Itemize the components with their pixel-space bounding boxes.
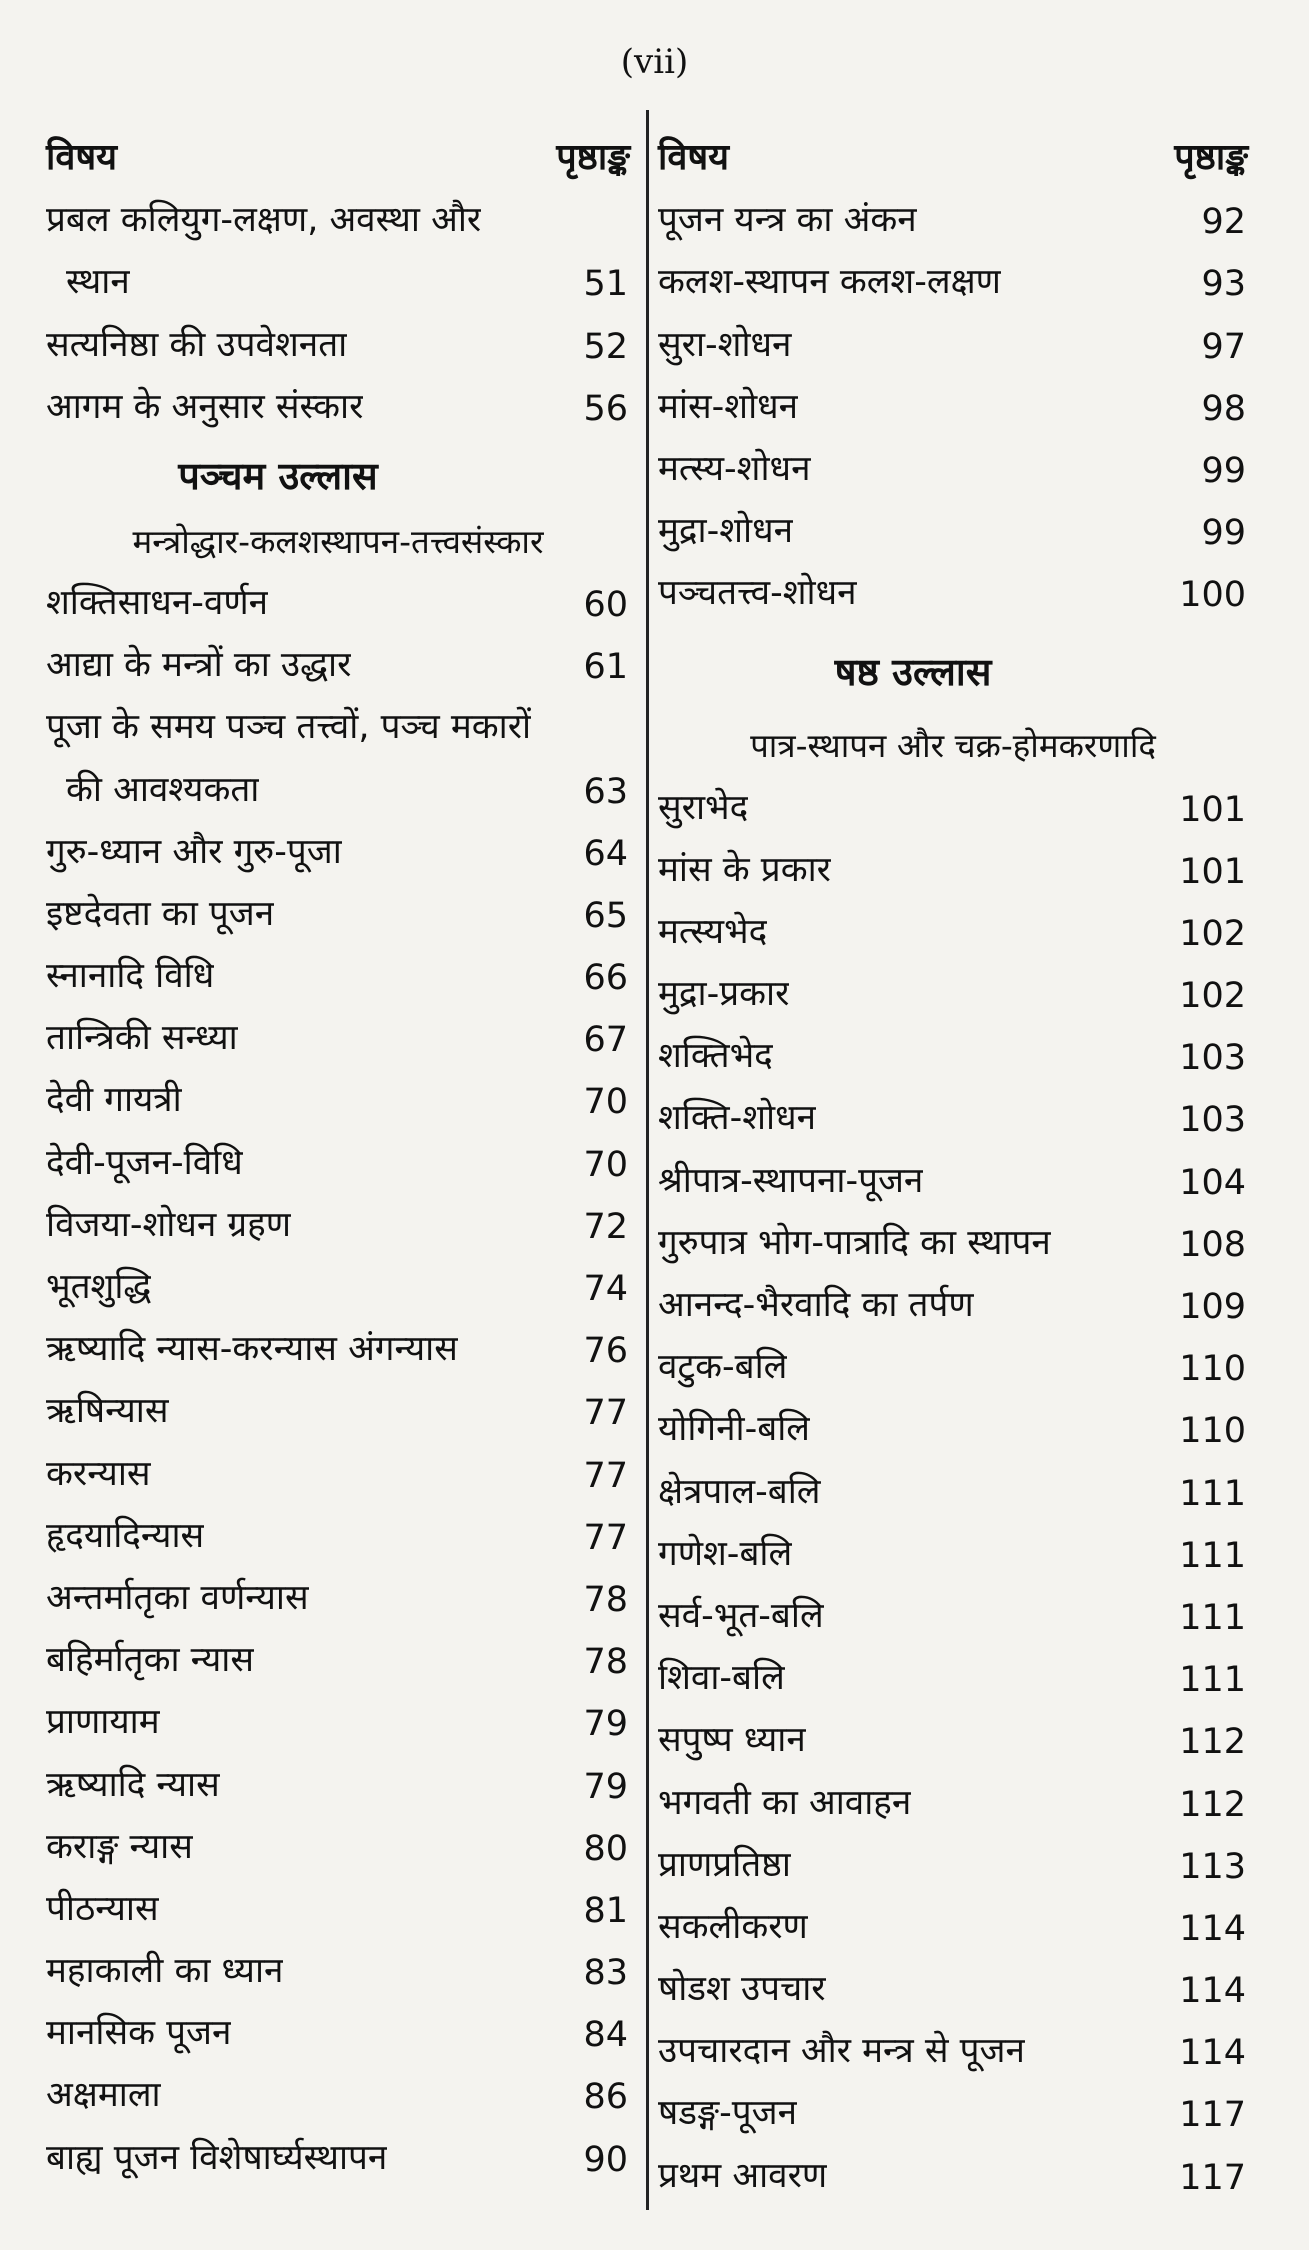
entry-title: सकलीकरण (658, 1906, 808, 1947)
entry-title: आनन्द-भैरवादि का तर्पण (658, 1285, 974, 1325)
page-heading: पृष्ठाङ्क (556, 137, 630, 178)
subject-heading: विषय (46, 137, 118, 178)
entry-title: ऋषिन्यास (46, 1391, 169, 1432)
entry-page: 78 (583, 1579, 628, 1620)
toc-entry (658, 954, 1248, 1016)
entry-title: की आवश्यकता (66, 769, 260, 810)
toc-entry (46, 874, 630, 936)
toc-entry (46, 749, 630, 811)
entry-title: श्रीपात्र-स्थापना-पूजन (658, 1160, 924, 1201)
entry-title: सत्यनिष्ठा की उपवेशनता (46, 324, 348, 365)
toc-entry (46, 180, 630, 242)
toc-entry (658, 767, 1248, 829)
toc-entry (46, 563, 630, 625)
entry-title: वटुक-बलि (658, 1347, 788, 1388)
toc-entry (46, 367, 630, 429)
entry-page: 74 (583, 1269, 628, 1309)
entry-page: 67 (583, 1020, 628, 1061)
toc-entry (658, 1078, 1248, 1140)
entry-page: 72 (583, 1206, 628, 1247)
entry-title: शक्तिभेद (658, 1036, 773, 1077)
entry-title: भूतशुद्धि (46, 1267, 152, 1307)
entry-page: 114 (1179, 1971, 1246, 2012)
entry-page: 102 (1179, 976, 1246, 1017)
entry-page: 110 (1179, 1411, 1246, 1452)
entry-title: पूजा के समय पञ्च तत्त्वों, पञ्च मकारों (46, 707, 532, 748)
entry-page: 99 (1201, 450, 1246, 491)
toc-entry (658, 1389, 1248, 1451)
entry-title: विजया-शोधन ग्रहण (46, 1204, 292, 1245)
toc-entry (658, 242, 1248, 304)
entry-list (658, 180, 1248, 615)
entry-title: आद्या के मन्त्रों का उद्धार (46, 645, 352, 686)
toc-entry (46, 625, 630, 687)
entry-title: कलश-स्थापन कलश-लक्षण (658, 262, 1001, 303)
entry-title: शक्ति-शोधन (658, 1098, 817, 1139)
entry-page: 66 (583, 958, 628, 999)
toc-entry (46, 242, 630, 304)
entry-page: 97 (1201, 326, 1246, 367)
entry-title: मुद्रा-प्रकार (658, 974, 790, 1015)
entry-title: ऋष्यादि न्यास-करन्यास अंगन्यास (46, 1329, 458, 1370)
entry-title: अन्तर्मातृका वर्णन्यास (46, 1577, 309, 1618)
entry-page: 63 (583, 771, 628, 812)
entry-title: शक्तिसाधन-वर्णन (46, 582, 269, 623)
toc-entry (46, 1807, 630, 1869)
toc-entry (46, 1309, 630, 1371)
entry-page: 77 (583, 1393, 628, 1434)
toc-entry (658, 1700, 1248, 1762)
entry-title: इष्टदेवता का पूजन (46, 893, 275, 934)
entry-title: स्थान (66, 262, 130, 303)
entry-title: षडङ्ग-पूजन (658, 2093, 798, 2134)
toc-entry (658, 2135, 1248, 2197)
toc-entry (46, 1620, 630, 1682)
entry-page: 51 (583, 264, 628, 305)
entry-page: 83 (583, 1953, 628, 1994)
entry-page: 101 (1179, 789, 1246, 830)
entry-title: मांस-शोधन (658, 386, 799, 427)
section-subtitle: मन्त्रोद्धार-कलशस्थापन-तत्त्वसंस्कार (132, 521, 544, 561)
entry-page: 112 (1179, 1722, 1246, 1763)
toc-entry (658, 1203, 1248, 1265)
entry-title: प्राणप्रतिष्ठा (658, 1844, 791, 1885)
toc-entry (658, 1762, 1248, 1824)
toc-entry (46, 1682, 630, 1744)
entry-page: 79 (583, 1704, 628, 1745)
column-header (46, 118, 630, 180)
entry-title: महाकाली का ध्यान (46, 1951, 284, 1992)
section-title: षष्ठ उल्लास (834, 650, 992, 695)
entry-page: 80 (583, 1828, 628, 1869)
entry-title: मानसिक पूजन (46, 2013, 232, 2054)
entry-page: 114 (1179, 2033, 1246, 2074)
entry-title: मत्स्यभेद (658, 911, 768, 952)
entry-title: देवी-पूजन-विधि (46, 1142, 243, 1183)
entry-page: 77 (583, 1517, 628, 1558)
entry-title: देवी गायत्री (46, 1080, 182, 1121)
entry-page: 92 (1201, 202, 1246, 243)
entry-page: 60 (583, 584, 628, 625)
entry-title: पूजन यन्त्र का अंकन (658, 200, 917, 241)
toc-entry (46, 1060, 630, 1122)
entry-title: हृदयादिन्यास (46, 1515, 205, 1556)
entry-title: तान्त्रिकी सन्ध्या (46, 1018, 238, 1059)
entry-title: गुरु-ध्यान और गुरु-पूजा (46, 831, 342, 872)
subject-heading: विषय (658, 137, 730, 178)
entry-page: 78 (583, 1642, 628, 1683)
entry-page: 79 (583, 1766, 628, 1807)
entry-title: आगम के अनुसार संस्कार (46, 386, 364, 427)
entry-title: योगिनी-बलि (658, 1409, 811, 1450)
toc-entry (46, 1247, 630, 1309)
toc-entry (46, 1744, 630, 1806)
section-subtitle: पात्र-स्थापन और चक्र-होमकरणादि (750, 726, 1156, 766)
entry-page: 52 (583, 326, 628, 367)
entry-title: प्राणायाम (46, 1702, 160, 1743)
toc-entry (658, 1265, 1248, 1327)
entry-page: 76 (583, 1331, 628, 1372)
toc-entry (658, 1949, 1248, 2011)
entry-title: गुरुपात्र भोग-पात्रादि का स्थापन (658, 1222, 1051, 1263)
section-title: पञ्चम उल्लास (178, 453, 378, 498)
entry-page: 117 (1179, 2157, 1246, 2198)
entry-page: 102 (1179, 913, 1246, 954)
toc-entry (658, 180, 1248, 242)
entry-page: 117 (1179, 2095, 1246, 2136)
entry-list (46, 563, 630, 2180)
entry-page: 103 (1179, 1100, 1246, 1141)
entry-title: शिवा-बलि (658, 1658, 785, 1699)
entry-title: पञ्चतत्त्व-शोधन (658, 573, 857, 614)
entry-page: 61 (583, 647, 628, 688)
toc-entry (658, 429, 1248, 491)
toc-entry (46, 1869, 630, 1931)
toc-entry (658, 1451, 1248, 1513)
toc-entry (658, 1514, 1248, 1576)
entry-page: 111 (1179, 1660, 1246, 1701)
entry-page: 111 (1179, 1535, 1246, 1576)
toc-entry (658, 1140, 1248, 1202)
entry-list (658, 767, 1248, 2197)
toc-entry (658, 367, 1248, 429)
entry-page: 81 (583, 1890, 628, 1931)
toc-entry (46, 1433, 630, 1495)
entry-title: प्रबल कलियुग-लक्षण, अवस्था और (46, 200, 482, 241)
toc-entry (46, 998, 630, 1060)
entry-title: स्नानादि विधि (46, 956, 215, 997)
entry-page: 70 (583, 1144, 628, 1185)
entry-title: बहिर्मातृका न्यास (46, 1640, 255, 1681)
toc-entry (658, 1016, 1248, 1078)
toc-entry (46, 1558, 630, 1620)
entry-page: 56 (583, 388, 628, 429)
entry-title: सुरा-शोधन (658, 324, 792, 365)
entry-page: 109 (1179, 1287, 1246, 1327)
entry-page: 112 (1179, 1784, 1246, 1825)
entry-page: 111 (1179, 1473, 1246, 1514)
toc-entry (658, 892, 1248, 954)
toc-entry (658, 304, 1248, 366)
toc-entry (658, 1327, 1248, 1389)
entry-title: मत्स्य-शोधन (658, 448, 811, 489)
left-column (46, 118, 630, 2180)
entry-title: पीठन्यास (46, 1888, 159, 1929)
toc-entry (658, 491, 1248, 553)
toc-entry (658, 553, 1248, 615)
entry-page: 104 (1179, 1162, 1246, 1203)
entry-title: कराङ्ग न्यास (46, 1826, 193, 1867)
entry-page: 90 (583, 2139, 628, 2180)
entry-title: भगवती का आवाहन (658, 1782, 912, 1823)
entry-page: 101 (1179, 851, 1246, 892)
entry-page: 114 (1179, 1908, 1246, 1949)
entry-title: सर्व-भूत-बलि (658, 1595, 824, 1636)
entry-title: करन्यास (46, 1453, 151, 1494)
entry-page: 93 (1201, 264, 1246, 305)
entry-page: 110 (1179, 1349, 1246, 1390)
entry-title: अक्षमाला (46, 2075, 161, 2116)
entry-page: 108 (1179, 1224, 1246, 1265)
entry-page: 65 (583, 895, 628, 936)
toc-entry (46, 687, 630, 749)
toc-entry (658, 1887, 1248, 1949)
column-header (658, 118, 1248, 180)
toc-entry (46, 812, 630, 874)
entry-title: क्षेत्रपाल-बलि (658, 1471, 821, 1512)
entry-title: मुद्रा-शोधन (658, 511, 794, 552)
entry-title: सपुष्प ध्यान (658, 1720, 806, 1761)
entry-page: 86 (583, 2077, 628, 2118)
toc-entry (46, 304, 630, 366)
toc-entry (46, 1931, 630, 1993)
entry-title: सुराभेद (658, 787, 749, 828)
toc-entry (46, 2055, 630, 2117)
entry-title: उपचारदान और मन्त्र से पूजन (658, 2031, 1025, 2072)
entry-page: 99 (1201, 513, 1246, 554)
entry-page: 103 (1179, 1038, 1246, 1079)
entry-title: षोडश उपचार (658, 1969, 826, 2010)
column-divider (646, 110, 649, 2210)
toc-entry (46, 1371, 630, 1433)
entry-title: बाह्य पूजन विशेषार्घ्यस्थापन (46, 2137, 388, 2178)
right-column (658, 118, 1248, 2198)
toc-entry (658, 1825, 1248, 1887)
entry-page: 64 (583, 833, 628, 874)
page-number: (vii) (620, 42, 689, 82)
entry-page: 111 (1179, 1597, 1246, 1638)
toc-entry (46, 1185, 630, 1247)
toc-entry (658, 830, 1248, 892)
toc-entry (46, 1993, 630, 2055)
toc-entry (658, 1576, 1248, 1638)
entry-title: ऋष्यादि न्यास (46, 1764, 220, 1805)
entry-page: 77 (583, 1455, 628, 1496)
entry-title: प्रथम आवरण (658, 2155, 828, 2196)
entry-page: 113 (1179, 1846, 1246, 1887)
page-heading: पृष्ठाङ्क (1174, 137, 1248, 178)
entry-title: मांस के प्रकार (658, 849, 831, 890)
toc-entry (46, 936, 630, 998)
toc-entry (46, 1496, 630, 1558)
toc-entry (46, 1122, 630, 1184)
entry-page: 100 (1179, 575, 1246, 616)
entry-list (46, 180, 630, 429)
toc-entry (46, 2117, 630, 2179)
toc-entry (658, 2011, 1248, 2073)
entry-page: 84 (583, 2015, 628, 2056)
toc-entry (658, 2073, 1248, 2135)
toc-entry (658, 1638, 1248, 1700)
entry-page: 70 (583, 1082, 628, 1123)
entry-title: गणेश-बलि (658, 1533, 793, 1574)
entry-page: 98 (1201, 388, 1246, 429)
